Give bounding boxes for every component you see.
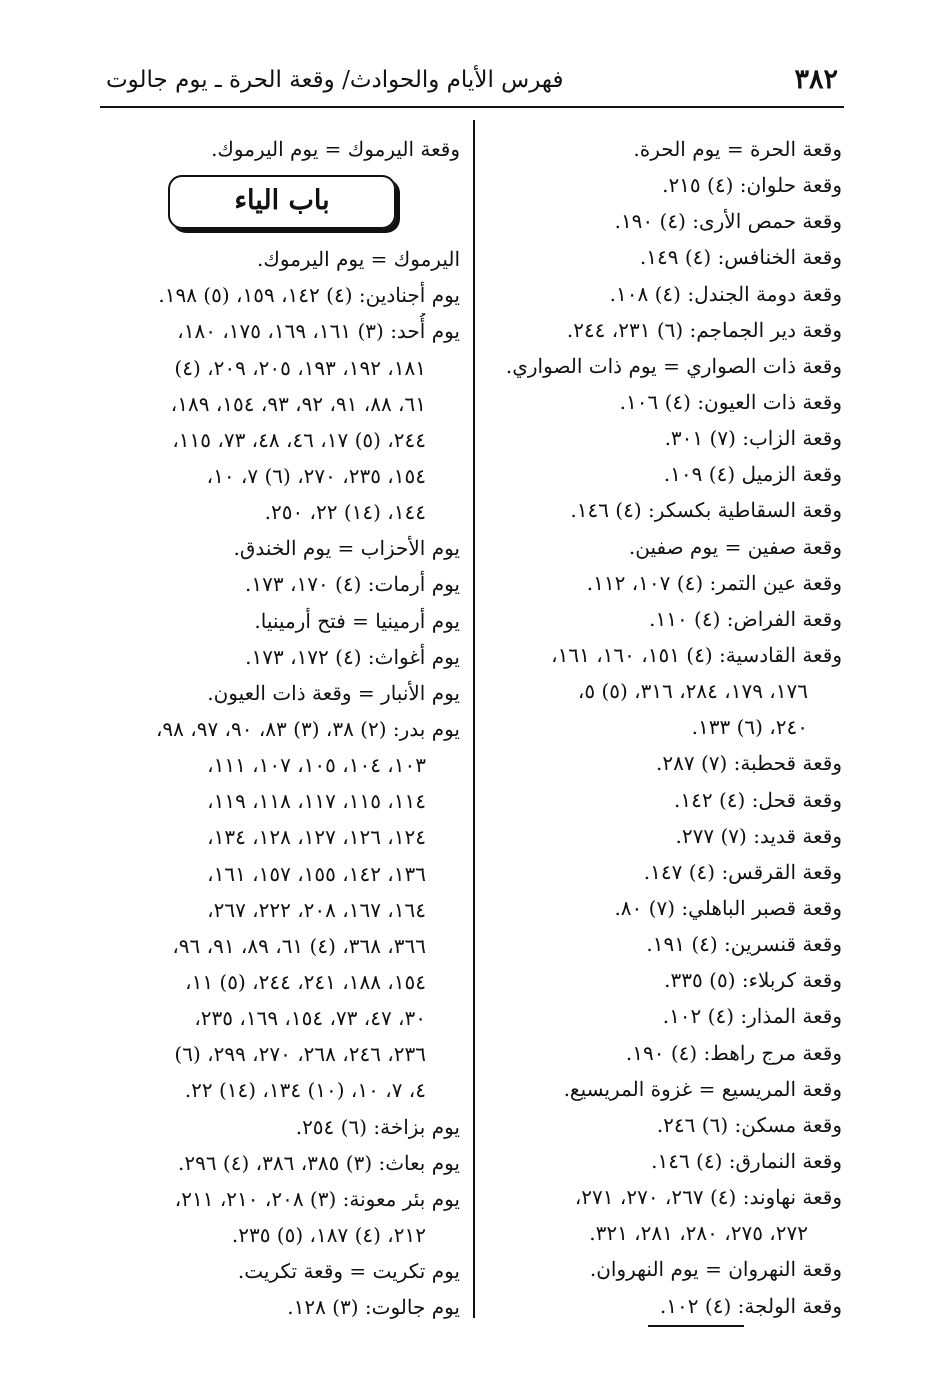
index-entry: وقعة الزاب: (٧) ٣٠١. (664, 426, 842, 451)
index-entry: يوم بعاث: (٣) ٣٨٥، ٣٨٦، (٤) ٢٩٦. (177, 1150, 460, 1175)
index-entry: وقعة نهاوند: (٤) ٢٦٧، ٢٧٠، ٢٧١، (574, 1185, 842, 1210)
index-entry: وقعة الولجة: (٤) ١٠٢. (659, 1293, 842, 1318)
index-entry: وقعة عين التمر: (٤) ١٠٧، ١١٢. (586, 570, 842, 595)
index-entry: وقعة ذات العيون: (٤) ١٠٦. (619, 389, 842, 414)
index-entry-continuation: ١٨١، ١٩٢، ١٩٣، ٢٠٥، ٢٠٩، (٤) (174, 355, 426, 380)
index-entry-continuation: ٢٧٢، ٢٧٥، ٢٨٠، ٢٨١، ٣٢١. (589, 1221, 808, 1246)
index-entry-continuation: ١٧٦، ١٧٩، ٢٨٤، ٣١٦، (٥) ٥، (577, 679, 808, 704)
index-entry: وقعة اليرموك = يوم اليرموك. (211, 137, 460, 161)
index-entry-continuation: ١٣٦، ١٤٢، ١٥٥، ١٥٧، ١٦١، (207, 861, 426, 886)
index-entry: وقعة الزميل (٤) ١٠٩. (663, 462, 842, 487)
index-entry: وقعة قديد: (٧) ٢٧٧. (675, 823, 842, 848)
index-entry: يوم أُحد: (٣) ١٦١، ١٦٩، ١٧٥، ١٨٠، (177, 319, 460, 344)
index-entry: وقعة قحطبة: (٧) ٢٨٧. (656, 751, 842, 776)
index-entry-continuation: ١٥٤، ٢٣٥، ٢٧٠، (٦) ٧، ١٠، (206, 463, 426, 488)
index-entry: وقعة النهروان = يوم النهروان. (589, 1257, 842, 1282)
running-header (100, 60, 844, 102)
index-entry-continuation: ١٢٤، ١٢٦، ١٢٧، ١٢٨، ١٣٤، (207, 825, 426, 850)
index-entry: وقعة قصبر الباهلي: (٧) ٨٠. (614, 895, 842, 920)
index-entry: وقعة المريسيع = غزوة المريسيع. (563, 1076, 842, 1101)
index-entry: وقعة المذار: (٤) ١٠٢. (662, 1004, 842, 1029)
section-heading: باب الياء (168, 175, 396, 229)
index-entry: يوم بزاخة: (٦) ٢٥٤. (295, 1114, 460, 1139)
index-entry: وقعة مرج راهط: (٤) ١٩٠. (625, 1040, 842, 1065)
index-entry: يوم أرمات: (٤) ١٧٠، ١٧٣. (245, 572, 460, 597)
column-divider (473, 120, 475, 1318)
index-entry-continuation: ٣٠، ٤٧، ٧٣، ١٥٤، ١٦٩، ٢٣٥، (194, 1006, 426, 1031)
index-entry: وقعة مسكن: (٦) ٢٤٦. (656, 1112, 842, 1137)
right-column (486, 131, 842, 1324)
index-entry: وقعة صفين = يوم صفين. (628, 534, 842, 559)
index-entry: وقعة الفراض: (٤) ١١٠. (649, 606, 842, 631)
index-entry: وقعة ذات الصواري = يوم ذات الصواري. (505, 353, 842, 378)
index-entry-continuation: ٢١٢، (٤) ١٨٧، (٥) ٢٣٥. (231, 1222, 426, 1247)
running-title: فهرس الأيام والحوادث/ وقعة الحرة ـ يوم جالوت (106, 67, 564, 93)
index-entry: يوم أغواث: (٤) ١٧٢، ١٧٣. (245, 644, 460, 669)
index-entry-continuation: ٢٤٠، (٦) ١٣٣. (691, 715, 808, 740)
index-entry: وقعة حمص الأرى: (٤) ١٩٠. (614, 209, 842, 234)
page-number: ٣٨٢ (794, 64, 838, 95)
index-entry-continuation: ٤، ٧، ١٠، (١٠) ١٣٤، (١٤) ٢٢. (184, 1078, 426, 1103)
index-entry-continuation: ٢٣٦، ٢٤٦، ٢٦٨، ٢٧٠، ٢٩٩، (٦) (174, 1042, 426, 1067)
index-entry-continuation: ١٠٣، ١٠٤، ١٠٥، ١٠٧، ١١١، (207, 753, 426, 778)
index-entry-continuation: ٣٦٦، ٣٦٨، (٤) ٦١، ٨٩، ٩١، ٩٦، (172, 933, 426, 958)
index-entry: وقعة قحل: (٤) ١٤٢. (674, 787, 842, 812)
index-entry: وقعة النمارق: (٤) ١٤٦. (651, 1148, 842, 1173)
end-rule (648, 1325, 744, 1327)
index-entry-continuation: ٦١، ٨٨، ٩١، ٩٢، ٩٣، ١٥٤، ١٨٩، (170, 391, 426, 416)
index-entry: وقعة حلوان: (٤) ٢١٥. (662, 173, 842, 198)
index-entry: يوم تكريت = وقعة تكريت. (237, 1259, 460, 1284)
index-entry: يوم جالوت: (٣) ١٢٨. (287, 1295, 460, 1320)
index-entry-continuation: ١١٤، ١١٥، ١١٧، ١١٨، ١١٩، (207, 789, 426, 814)
index-entry: وقعة قنسرين: (٤) ١٩١. (646, 932, 842, 957)
index-entry: يوم بئر معونة: (٣) ٢٠٨، ٢١٠، ٢١١، (174, 1186, 460, 1211)
index-entry: اليرموك = يوم اليرموك. (257, 247, 460, 272)
index-entry-continuation: ٢٤٤، (٥) ١٧، ٤٦، ٤٨، ٧٣، ١١٥، (172, 427, 426, 452)
index-entry-continuation: ١٥٤، ١٨٨، ٢٤١، ٢٤٤، (٥) ١١، (185, 969, 426, 994)
index-entry-continuation: ١٤٤، (١٤) ٢٢، ٢٥٠. (264, 500, 426, 525)
index-entry: يوم أرمينيا = فتح أرمينيا. (254, 608, 460, 633)
index-entry: يوم أجنادين: (٤) ١٤٢، ١٥٩، (٥) ١٩٨. (158, 283, 460, 308)
index-entry: وقعة الحرة = يوم الحرة. (633, 137, 842, 161)
index-entry: وقعة السقاطية بكسكر: (٤) ١٤٦. (570, 498, 842, 523)
index-entry: وقعة الخنافس: (٤) ١٤٩. (639, 245, 842, 270)
index-entry: وقعة دومة الجندل: (٤) ١٠٨. (609, 281, 842, 306)
index-entry: وقعة القرقس: (٤) ١٤٧. (643, 859, 842, 884)
header-rule (100, 106, 844, 108)
index-entry: وقعة كربلاء: (٥) ٣٣٥. (664, 968, 842, 993)
left-column (100, 131, 460, 1325)
index-entry: وقعة القادسية: (٤) ١٥١، ١٦٠، ١٦١، (551, 642, 842, 667)
index-entry: يوم الأحزاب = يوم الخندق. (233, 536, 460, 561)
index-entry: يوم بدر: (٢) ٣٨، (٣) ٨٣، ٩٠، ٩٧، ٩٨، (155, 716, 460, 741)
index-entry: يوم الأنبار = وقعة ذات العيون. (207, 680, 460, 705)
index-entry: وقعة دير الجماجم: (٦) ٢٣١، ٢٤٤. (566, 317, 842, 342)
index-entry-continuation: ١٦٤، ١٦٧، ٢٠٨، ٢٢٢، ٢٦٧، (207, 897, 426, 922)
